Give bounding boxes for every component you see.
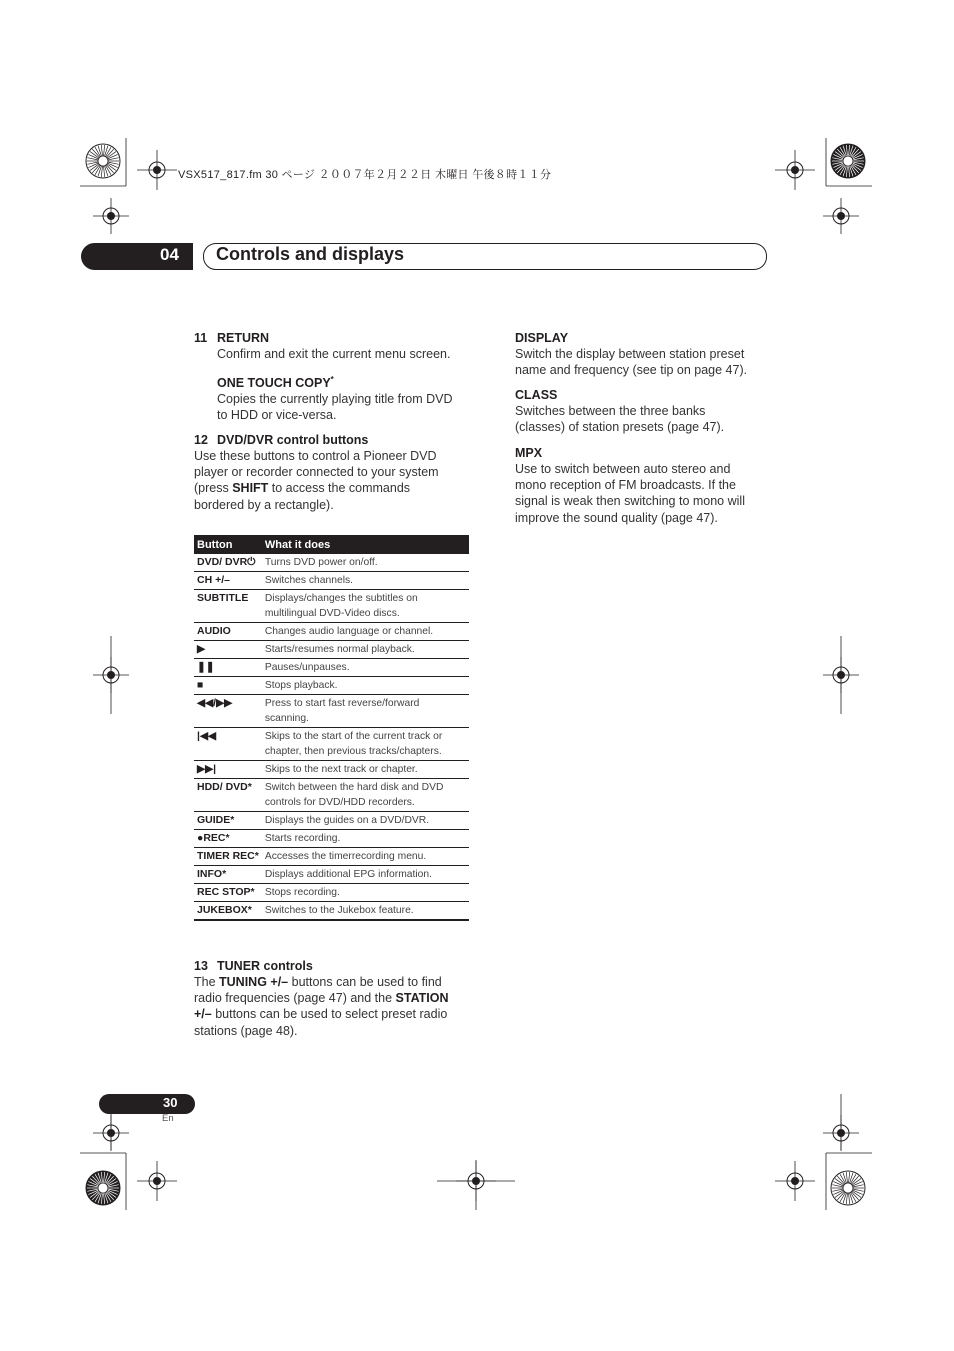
footnote-mark: * — [330, 375, 334, 384]
section-13-text — [194, 974, 449, 1039]
one-touch-copy-text — [217, 391, 453, 423]
text-line: Switches between the three banks — [515, 404, 706, 418]
button-description-cell: Displays additional EPG information. — [262, 866, 469, 884]
section-12-number: 12 — [194, 433, 208, 447]
button-description-cell: Starts recording. — [262, 830, 469, 848]
table-row — [194, 779, 469, 812]
button-name-cell: |◀◀ — [194, 728, 262, 761]
chapter-number: 04 — [160, 245, 179, 264]
text-line: to HDD or vice-versa. — [217, 408, 337, 423]
text-line: improve the sound quality (page 47). — [515, 510, 718, 525]
text-line: bordered by a rectangle). — [194, 497, 334, 512]
text-line: signal is weak then switching to mono will — [515, 494, 745, 509]
table-row — [194, 677, 469, 695]
registration-mark-dot — [837, 212, 845, 220]
button-description-cell: Changes audio language or channel. — [262, 623, 469, 641]
table-row — [194, 572, 469, 590]
one-touch-copy-heading — [217, 375, 334, 390]
one-touch-copy-title: ONE TOUCH COPY — [217, 376, 331, 391]
color-wheel-center — [843, 156, 853, 166]
button-description-cell: Skips to the next track or chapter. — [262, 761, 469, 779]
button-name-cell: ▶▶| — [194, 761, 262, 779]
button-name-cell: INFO* — [194, 866, 262, 884]
registration-mark-dot — [153, 166, 161, 174]
button-name-cell: JUKEBOX* — [194, 902, 262, 921]
section-12-text — [194, 448, 439, 513]
button-description-cell: Skips to the start of the current track or chapter, then previous tracks/chapters. — [262, 728, 469, 761]
section-13-title: TUNER controls — [217, 959, 313, 973]
text-line: name and frequency (see tip on page 47). — [515, 363, 748, 378]
text-line: Copies the currently playing title from DVD — [217, 392, 453, 406]
color-wheel-center — [843, 1183, 853, 1193]
section-11-number: 11 — [194, 331, 208, 345]
button-description-cell: Turns DVD power on/off. — [262, 554, 469, 572]
button-table — [194, 535, 469, 921]
button-description-cell: Switches channels. — [262, 572, 469, 590]
button-description-cell: Displays the guides on a DVD/DVR. — [262, 812, 469, 830]
text-line: Use to switch between auto stereo and — [515, 462, 731, 476]
button-name-cell: ▶ — [194, 641, 262, 659]
chapter-title: Controls and displays — [216, 244, 405, 264]
language-code: En — [162, 1113, 174, 1124]
table-row — [194, 866, 469, 884]
registration-mark-dot — [791, 166, 799, 174]
table-row — [194, 848, 469, 866]
button-name-cell: HDD/ DVD* — [194, 779, 262, 812]
table-row — [194, 695, 469, 728]
column-header-button: Button — [194, 535, 262, 554]
page-number-tab — [99, 1094, 195, 1114]
button-name-cell: ◀◀/▶▶ — [194, 695, 262, 728]
text-line: radio frequencies (page 47) and the STATION — [194, 991, 449, 1006]
button-description-cell: Switch between the hard disk and DVD controls for DVD/HDD recorders. — [262, 779, 469, 812]
registration-mark-dot — [791, 1177, 799, 1185]
table-row — [194, 659, 469, 677]
mpx-text — [515, 461, 745, 526]
button-description-cell: Accesses the timerrecording menu. — [262, 848, 469, 866]
section-12-title: DVD/DVR control buttons — [217, 433, 369, 447]
class-text — [515, 403, 724, 435]
mpx-title: MPX — [515, 446, 543, 460]
page-number: 30 — [163, 1095, 178, 1110]
table-row — [194, 728, 469, 761]
text-line: +/– buttons can be used to select preset radio — [194, 1007, 448, 1022]
text-line: mono reception of FM broadcasts. If the — [515, 478, 736, 493]
section-11-text: Confirm and exit the current menu screen. — [217, 347, 451, 361]
button-description-cell: Press to start fast reverse/forward scanning. — [262, 695, 469, 728]
button-name-cell: ❚❚ — [194, 659, 262, 677]
color-wheel-center — [98, 156, 108, 166]
class-title: CLASS — [515, 388, 558, 402]
section-11-title: RETURN — [217, 331, 270, 345]
table-row — [194, 761, 469, 779]
table-row — [194, 902, 469, 921]
table-row — [194, 623, 469, 641]
button-name-cell: GUIDE* — [194, 812, 262, 830]
button-description-cell: Starts/resumes normal playback. — [262, 641, 469, 659]
table-header-row — [194, 535, 469, 554]
text-line: Switch the display between station preset — [515, 347, 745, 361]
button-name-cell: ■ — [194, 677, 262, 695]
table-row — [194, 641, 469, 659]
button-name-cell: ●REC* — [194, 830, 262, 848]
text-line: stations (page 48). — [194, 1023, 298, 1038]
text-line: player or recorder connected to your system — [194, 465, 439, 480]
display-title: DISPLAY — [515, 331, 569, 345]
button-description-cell: Displays/changes the subtitles on multilingual DVD-Video discs. — [262, 590, 469, 623]
button-name-cell: CH +/– — [194, 572, 262, 590]
section-13-number: 13 — [194, 959, 208, 973]
button-description-cell: Stops recording. — [262, 884, 469, 902]
table-row — [194, 590, 469, 623]
button-description-cell: Switches to the Jukebox feature. — [262, 902, 469, 921]
text-line: Use these buttons to control a Pioneer DVD — [194, 449, 437, 463]
table-row — [194, 554, 469, 572]
text-line: (press SHIFT to access the commands — [194, 481, 411, 496]
text-line: The TUNING +/– buttons can be used to find — [194, 975, 442, 989]
button-name-cell: AUDIO — [194, 623, 262, 641]
registration-mark-dot — [153, 1177, 161, 1185]
table-row — [194, 812, 469, 830]
table-row — [194, 830, 469, 848]
column-header-what: What it does — [262, 535, 469, 554]
button-name-cell: DVD/ DVR⏻ — [194, 554, 262, 572]
button-name-cell: TIMER REC* — [194, 848, 262, 866]
button-name-cell: SUBTITLE — [194, 590, 262, 623]
text-line: (classes) of station presets (page 47). — [515, 420, 725, 435]
display-text — [515, 346, 747, 378]
button-description-cell: Stops playback. — [262, 677, 469, 695]
registration-mark-dot — [107, 212, 115, 220]
file-header: VSX517_817.fm 30 ページ ２００７年２月２２日 木曜日 午後８時１１分 — [178, 169, 552, 181]
table-row — [194, 884, 469, 902]
color-wheel-center — [98, 1183, 108, 1193]
button-description-cell: Pauses/unpauses. — [262, 659, 469, 677]
button-name-cell: REC STOP* — [194, 884, 262, 902]
